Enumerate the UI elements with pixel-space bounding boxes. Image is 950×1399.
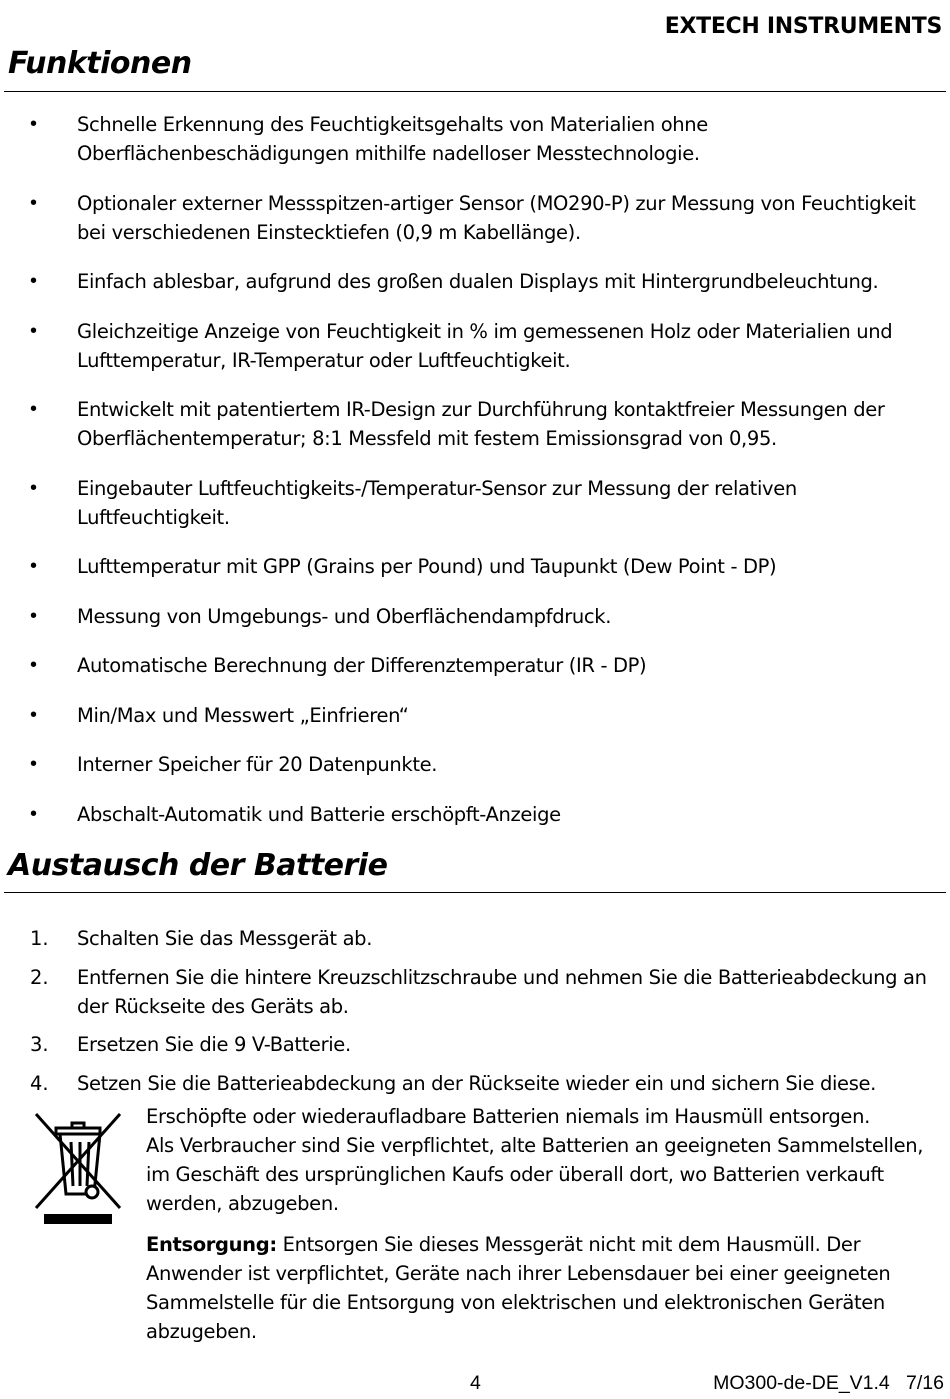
list-item: [0, 267, 950, 296]
brand-name: EXTECH INSTRUMENTS: [664, 14, 942, 39]
feature-text: Automatische Berechnung der Differenztemperatur (IR - DP): [77, 654, 647, 677]
bullet-icon: •: [30, 319, 38, 342]
feature-text: Messung von Umgebungs- und Oberflächendampfdruck.: [77, 604, 612, 628]
list-item: [0, 651, 950, 680]
bullet-icon: •: [30, 753, 38, 775]
step-text: Ersetzen Sie die 9 V-Batterie.: [77, 1033, 351, 1056]
step-number: 1.: [30, 927, 49, 950]
list-item: [0, 800, 950, 829]
feature-text: Min/Max und Messwert „Einfrieren“: [77, 703, 409, 727]
list-item: [0, 317, 950, 375]
bullet-icon: •: [30, 191, 38, 214]
list-item: [0, 189, 950, 247]
note-line: Erschöpfte oder wiederaufladbare Batterien niemals im Hausmüll entsorgen.: [146, 1105, 870, 1128]
list-item: [0, 110, 950, 168]
list-item: [0, 602, 950, 631]
list-item: [0, 552, 950, 581]
step-text: Entfernen Sie die hintere Kreuzschlitzschraube und nehmen Sie die Batterieabdeckung an der Rückseite des Geräts ab.: [77, 965, 927, 1018]
list-item: [0, 750, 950, 779]
disposal-label: Entsorgung:: [146, 1233, 277, 1256]
feature-text: Abschalt-Automatik und Batterie erschöpft-Anzeige: [77, 802, 561, 826]
feature-text: Entwickelt mit patentiertem IR-Design zur Durchführung kontaktfreier Messungen der Oberflächentemperatur; 8:1 Messfeld mit festem Emissionsgrad von 0,95.: [77, 398, 885, 450]
feature-text: Optionaler externer Messspitzen-artiger Sensor (MO290-P) zur Messung von Feuchtigkeit bei verschiedenen Einstecktiefen (0,9 m Kabellänge).: [77, 191, 916, 244]
bullet-icon: •: [30, 555, 38, 577]
disposal-paragraph: [146, 1230, 946, 1346]
page-number: 4: [470, 1372, 481, 1394]
list-item: [0, 474, 950, 532]
feature-text: Eingebauter Luftfeuchtigkeits-/Temperatur-Sensor zur Messung der relativen Luftfeuchtigkeit.: [77, 476, 797, 529]
step-number: 3.: [30, 1033, 49, 1056]
features-list: [0, 110, 950, 849]
bullet-icon: •: [30, 703, 38, 726]
feature-text: Interner Speicher für 20 Datenpunkte.: [77, 753, 438, 776]
step-text: Schalten Sie das Messgerät ab.: [77, 927, 373, 950]
bullet-icon: •: [30, 476, 38, 499]
feature-text: Lufttemperatur mit GPP (Grains per Pound) und Taupunkt (Dew Point - DP): [77, 555, 777, 578]
step-text: Setzen Sie die Batterieabdeckung an der Rückseite wieder ein und sichern Sie diese.: [77, 1071, 877, 1095]
bullet-icon: •: [30, 398, 38, 420]
battery-steps: [0, 924, 950, 1107]
crossed-out-wheelie-bin-icon: [30, 1108, 126, 1226]
feature-text: Gleichzeitige Anzeige von Feuchtigkeit in % im gemessenen Holz oder Materialien und Lufttemperatur, IR-Temperatur oder Luftfeuchtigkeit.: [77, 319, 893, 372]
bullet-icon: •: [30, 604, 38, 627]
feature-text: Schnelle Erkennung des Feuchtigkeitsgehalts von Materialien ohne Oberflächenbeschädigungen mithilfe nadelloser Messtechnologie.: [77, 113, 708, 165]
bullet-icon: •: [30, 654, 38, 676]
feature-text: Einfach ablesbar, aufgrund des großen dualen Displays mit Hintergrundbeleuchtung.: [77, 270, 879, 293]
bullet-icon: •: [30, 802, 38, 825]
step-number: 4.: [30, 1071, 49, 1095]
list-item: [0, 924, 950, 953]
battery-divider: [4, 892, 946, 893]
list-item: [0, 701, 950, 730]
disposal-text: Entsorgen Sie dieses Messgerät nicht mit dem Hausmüll. Der Anwender ist verpflichtet, Geräte nach ihrer Lebensdauer bei einer geeigneten Sammelstelle für die Entsorgung von elektrischen und elektronischen Geräten abzugeben.: [146, 1233, 891, 1343]
list-item: [0, 963, 950, 1021]
list-item: [0, 395, 950, 453]
note-paragraph: Als Verbraucher sind Sie verpflichtet, alte Batterien an geeigneten Sammelstellen, im Geschäft des ursprünglichen Kaufs oder überall dort, wo Batterien verkauft werden, abzugeben.: [146, 1134, 924, 1215]
step-number: 2.: [30, 965, 49, 989]
bullet-icon: •: [30, 270, 38, 292]
list-item: [0, 1030, 950, 1059]
battery-disposal-note: [146, 1102, 946, 1218]
features-title: Funktionen: [8, 46, 192, 81]
document-id: MO300-de-DE_V1.4 7/16: [713, 1372, 944, 1394]
battery-title: Austausch der Batterie: [8, 848, 388, 883]
list-item: [0, 1069, 950, 1098]
features-divider: [4, 91, 946, 92]
bullet-icon: •: [30, 113, 38, 135]
